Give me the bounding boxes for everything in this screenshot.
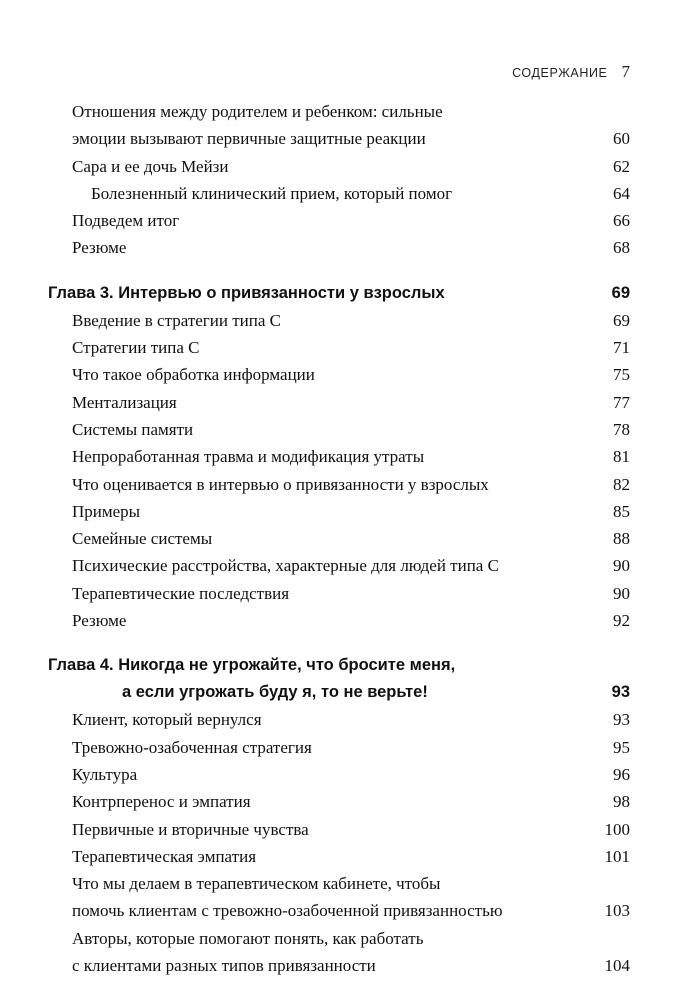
toc-entry-title: Резюме [72,611,127,631]
toc-entry-page: 60 [613,129,630,149]
toc-entry[interactable] [48,607,630,634]
toc-entry-page: 90 [613,583,630,603]
toc-entry-title: Авторы, которые помогают понять, как работать с клиентами разных типов привязанности [72,928,424,976]
toc-entry-title: Болезненный клинический прием, который помог [91,183,453,203]
toc-entry-title: Сара и ее дочь Мейзи [72,156,229,176]
toc-entry[interactable] [48,788,630,815]
toc-entry-title: Подведем итог [72,211,180,231]
toc-entry-page: 81 [613,447,630,467]
toc-entry-page: 85 [613,501,630,521]
toc-entry[interactable] [48,234,630,261]
toc-entry-page: 95 [613,737,630,757]
toc-entry-title: Резюме [72,238,127,258]
toc-entry[interactable] [48,334,630,361]
toc-entry-page: 88 [613,529,630,549]
toc-entry-title: Контрперенос и эмпатия [72,792,251,812]
toc-entry-title: Психические расстройства, характерные для людей типа С [72,556,499,576]
toc-entry-page: 93 [613,710,630,730]
toc-entry-page: 92 [613,611,630,631]
table-of-contents [48,98,630,979]
running-header-label: СОДЕРЖАНИЕ [512,66,608,80]
toc-entry[interactable] [48,361,630,388]
toc-entry[interactable] [48,525,630,552]
toc-entry[interactable] [48,706,630,733]
toc-entry-title: Стратегии типа С [72,338,200,358]
chapter-title: Глава 4. Никогда не угрожайте, что бросите меня, а если угрожать буду я, то не верьте! [48,656,456,702]
toc-entry[interactable] [48,925,630,980]
toc-entry-page: 66 [613,211,630,231]
toc-entry-page: 69 [613,310,630,330]
toc-entry[interactable] [48,307,630,334]
toc-entry[interactable] [48,552,630,579]
toc-entry-page: 75 [613,365,630,385]
toc-entry-title: Непроработанная травма и модификация утраты [72,447,425,467]
toc-entry[interactable] [48,443,630,470]
chapter-heading[interactable] [48,652,630,706]
toc-entry-title: Первичные и вторичные чувства [72,819,309,839]
toc-entry[interactable] [48,761,630,788]
toc-entry[interactable] [48,580,630,607]
toc-entry-title: Терапевтические последствия [72,583,290,603]
toc-entry-page: 103 [604,901,630,921]
toc-entry-title: Терапевтическая эмпатия [72,846,257,866]
toc-entry-title: Семейные системы [72,529,213,549]
toc-entry[interactable] [48,471,630,498]
toc-entry-title: Системы памяти [72,419,194,439]
toc-entry-title: Ментализация [72,392,177,412]
toc-entry-title: Клиент, который вернулся [72,710,262,730]
toc-entry-page: 104 [604,956,630,976]
toc-entry-title: Что такое обработка информации [72,365,315,385]
toc-entry-page: 68 [613,238,630,258]
toc-entry-page: 71 [613,338,630,358]
toc-entry[interactable] [48,870,630,925]
page-number: 7 [621,62,630,81]
toc-subentry[interactable] [48,180,630,207]
toc-entry-page: 100 [604,819,630,839]
toc-entry-page: 90 [613,556,630,576]
running-header [512,62,630,82]
toc-entry[interactable] [48,843,630,870]
toc-entry-title: Культура [72,764,138,784]
toc-entry[interactable] [48,498,630,525]
toc-entry-page: 77 [613,392,630,412]
toc-entry[interactable] [48,98,630,153]
toc-entry[interactable] [48,816,630,843]
chapter-page: 93 [611,683,630,702]
toc-entry[interactable] [48,207,630,234]
toc-entry-page: 82 [613,474,630,494]
toc-entry-title: Примеры [72,501,141,521]
toc-entry-title: Тревожно-озабоченная стратегия [72,737,312,757]
toc-entry-page: 64 [613,183,630,203]
toc-entry-page: 98 [613,792,630,812]
toc-entry-page: 96 [613,764,630,784]
toc-entry[interactable] [48,389,630,416]
toc-entry-page: 78 [613,419,630,439]
toc-entry-title: Отношения между родителем и ребенком: сильные эмоции вызывают первичные защитные реакции [72,102,443,149]
toc-entry-page: 62 [613,156,630,176]
toc-entry[interactable] [48,153,630,180]
chapter-page: 69 [611,283,630,302]
toc-entry-title: Что мы делаем в терапевтическом кабинете, чтобы помочь клиентам с тревожно-озабоченной привязанностью [72,874,503,921]
toc-entry[interactable] [48,734,630,761]
toc-entry-page: 101 [604,846,630,866]
toc-entry-title: Введение в стратегии типа С [72,310,281,330]
chapter-title: Глава 3. Интервью о привязанности у взрослых [48,283,445,302]
toc-entry-title: Что оценивается в интервью о привязанности у взрослых [72,474,489,494]
chapter-heading[interactable] [48,280,630,307]
toc-entry[interactable] [48,416,630,443]
